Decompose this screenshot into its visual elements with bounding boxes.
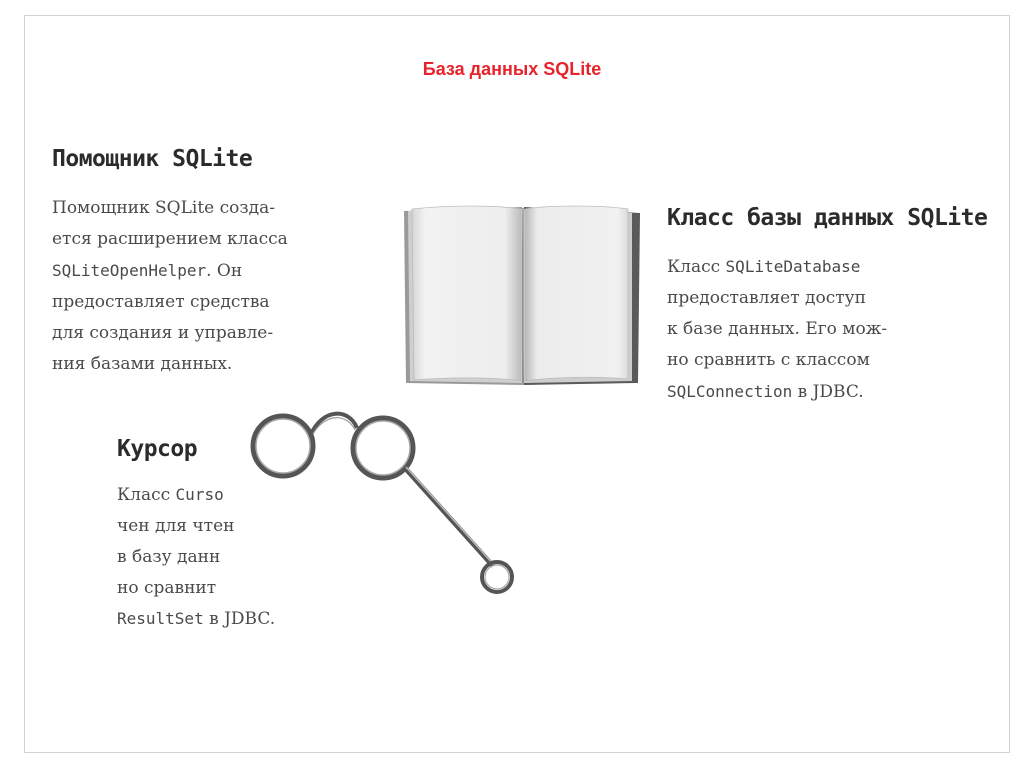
cursor-line-5-suffix: в JDBC. bbox=[203, 609, 276, 629]
helper-heading: Помощник SQLite bbox=[52, 146, 253, 172]
cursor-description bbox=[117, 479, 255, 604]
cursor-line-1 bbox=[117, 479, 255, 511]
slide-title: База данных SQLite bbox=[422, 59, 602, 79]
database-line-5-suffix: в JDBC. bbox=[792, 382, 864, 402]
database-last-class: SQLConnection bbox=[667, 382, 793, 401]
database-line-2: предоставляет доступ bbox=[667, 288, 866, 308]
helper-line-5: для создания и управле- bbox=[52, 323, 274, 343]
cursor-line-2: чен для чтен bbox=[117, 516, 235, 536]
helper-class-name: SQLiteOpenHelper bbox=[52, 261, 207, 280]
helper-line-6: ния базами данных. bbox=[52, 354, 233, 374]
helper-description bbox=[52, 193, 288, 380]
helper-line-2: ется расширением класса bbox=[52, 229, 288, 249]
database-heading: Класс базы данных SQLite bbox=[667, 205, 988, 231]
database-line-5 bbox=[667, 376, 887, 408]
helper-line-3-suffix: . Он bbox=[206, 261, 243, 281]
cursor-line-1-prefix: Класс bbox=[117, 485, 176, 505]
database-description bbox=[667, 251, 887, 408]
helper-line-3 bbox=[52, 255, 288, 287]
helper-line-1: Помощник SQLite созда- bbox=[52, 198, 275, 218]
cursor-class-name: Curso bbox=[175, 485, 224, 504]
open-book-illustration bbox=[400, 203, 646, 388]
cursor-line-5 bbox=[117, 603, 275, 635]
helper-line-4: предоставляет средства bbox=[52, 292, 270, 312]
cursor-last-class: ResultSet bbox=[117, 609, 204, 628]
database-line-3: к базе данных. Его мож- bbox=[667, 319, 888, 339]
cursor-line-3: в базу данн bbox=[117, 547, 221, 567]
database-line-1-prefix: Класс bbox=[667, 257, 726, 277]
database-line-4: но сравнить с классом bbox=[667, 350, 870, 370]
lorgnette-glasses-illustration bbox=[245, 404, 530, 599]
database-line-1 bbox=[667, 251, 887, 283]
cursor-line-4: но сравнит bbox=[117, 578, 217, 598]
database-class-name: SQLiteDatabase bbox=[725, 257, 861, 276]
cursor-heading: Курсор bbox=[117, 436, 198, 462]
